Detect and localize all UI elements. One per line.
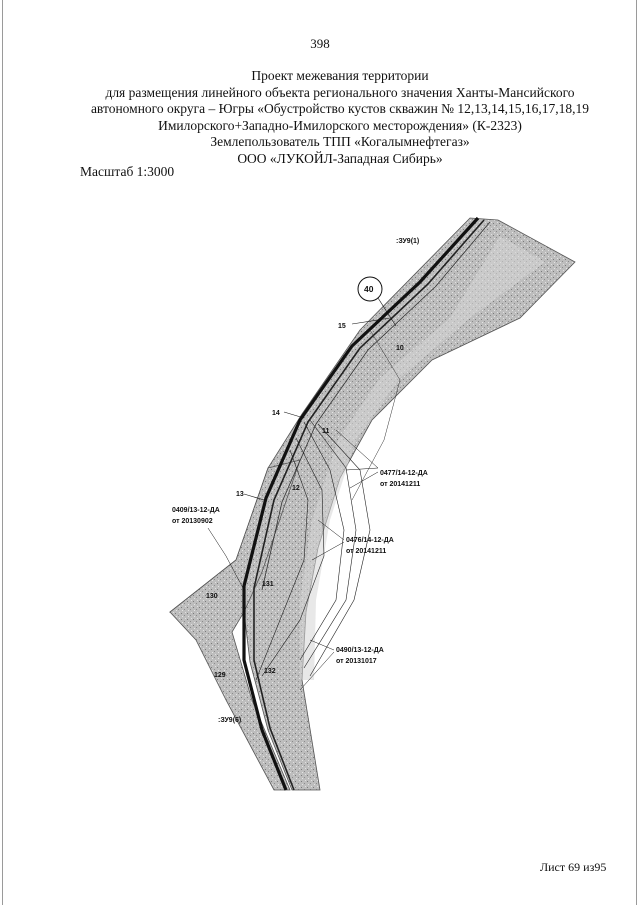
title-line: Имилорского+Западно-Имилорского месторождения» (К-2323) [158, 117, 522, 133]
point-label: 10 [396, 345, 404, 352]
title-line: Землепользователь ТПП «Когалымнефтегаз» [210, 134, 470, 149]
point-label: 130 [206, 593, 218, 600]
page-number: 398 [310, 36, 330, 51]
easement-date: от 20141211 [346, 548, 387, 555]
sheet-of: из [583, 860, 595, 874]
point-label: 131 [262, 581, 274, 588]
point-label: 132 [264, 668, 276, 675]
easement-id: 0476/14-12-ДА [346, 537, 394, 544]
easement-date: от 20131017 [336, 658, 377, 665]
sheet-total: 95 [594, 860, 607, 874]
title-line: автономного округа – Югры «Обустройство кустов скважин № 12,13,14,15,16,17,18,19 [90, 101, 590, 116]
plot-label-bottom: :ЗУ9(6) [218, 717, 242, 724]
title-line: ООО «ЛУКОЙЛ-Западная Сибирь» [237, 150, 443, 166]
title-line: для размещения линейного объекта регионального значения Ханты-Мансийского [105, 84, 575, 100]
sheet-label: Лист [540, 860, 566, 874]
easement-id: 0477/14-12-ДА [380, 470, 428, 477]
sheet-indicator [540, 860, 606, 875]
easement-id: 0490/13-12-ДА [336, 647, 384, 654]
point-label: 15 [338, 323, 346, 330]
circle-marker-label: 40 [364, 284, 374, 294]
point-label: 11 [322, 428, 330, 435]
sheet-number: 69 [568, 860, 581, 874]
easement-id: 0409/13-12-ДА [172, 507, 220, 514]
point-label: 129 [214, 672, 226, 679]
plot-label-top: :ЗУ9(1) [396, 238, 420, 245]
easement-date: от 20141211 [380, 481, 421, 488]
title-line: Проект межевания территории [251, 68, 429, 83]
point-label: 12 [292, 485, 300, 492]
scale-label: Масштаб 1:3000 [80, 164, 175, 179]
easement-date: от 20130902 [172, 518, 213, 525]
point-label: 13 [236, 491, 244, 498]
point-label: 14 [272, 410, 280, 417]
